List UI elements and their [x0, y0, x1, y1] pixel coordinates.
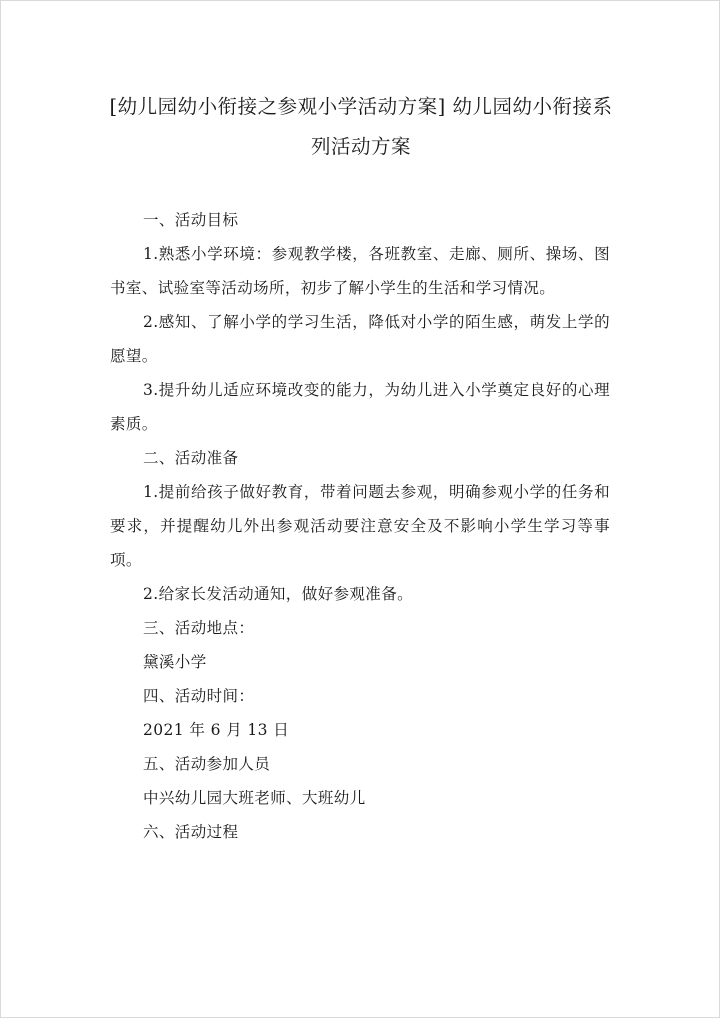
section-heading-location: 三、活动地点： — [143, 619, 255, 637]
prep-item-2: 2.给家长发活动通知，做好参观准备。 — [143, 585, 413, 603]
section-heading-time: 四、活动时间： — [143, 687, 255, 705]
time-value: 2021 年 6 月 13 日 — [143, 721, 290, 739]
section-heading-process: 六、活动过程 — [143, 823, 239, 841]
goal-item-2: 2.感知、了解小学的学习生活，降低对小学的陌生感，萌发上学的愿望。 — [110, 313, 610, 365]
document-body — [110, 203, 610, 849]
goal-item-1: 1.熟悉小学环境：参观教学楼，各班教室、走廊、厕所、操场、图书室、试验室等活动场所，初步了解小学生的生活和学习情况。 — [110, 245, 610, 297]
section-heading-preparation: 二、活动准备 — [143, 449, 239, 467]
participants-value: 中兴幼儿园大班老师、大班幼儿 — [143, 789, 366, 807]
location-value: 黛溪小学 — [143, 653, 207, 671]
section-heading-goals: 一、活动目标 — [143, 211, 239, 229]
prep-item-1: 1.提前给孩子做好教育，带着问题去参观，明确参观小学的任务和要求，并提醒幼儿外出参观活动要注意安全及不影响小学生学习等事项。 — [110, 483, 610, 569]
section-heading-participants: 五、活动参加人员 — [143, 755, 271, 773]
document-title: [幼儿园幼小衔接之参观小学活动方案] 幼儿园幼小衔接系列活动方案 — [109, 95, 613, 158]
goal-item-3: 3.提升幼儿适应环境改变的能力，为幼儿进入小学奠定良好的心理素质。 — [110, 381, 610, 433]
